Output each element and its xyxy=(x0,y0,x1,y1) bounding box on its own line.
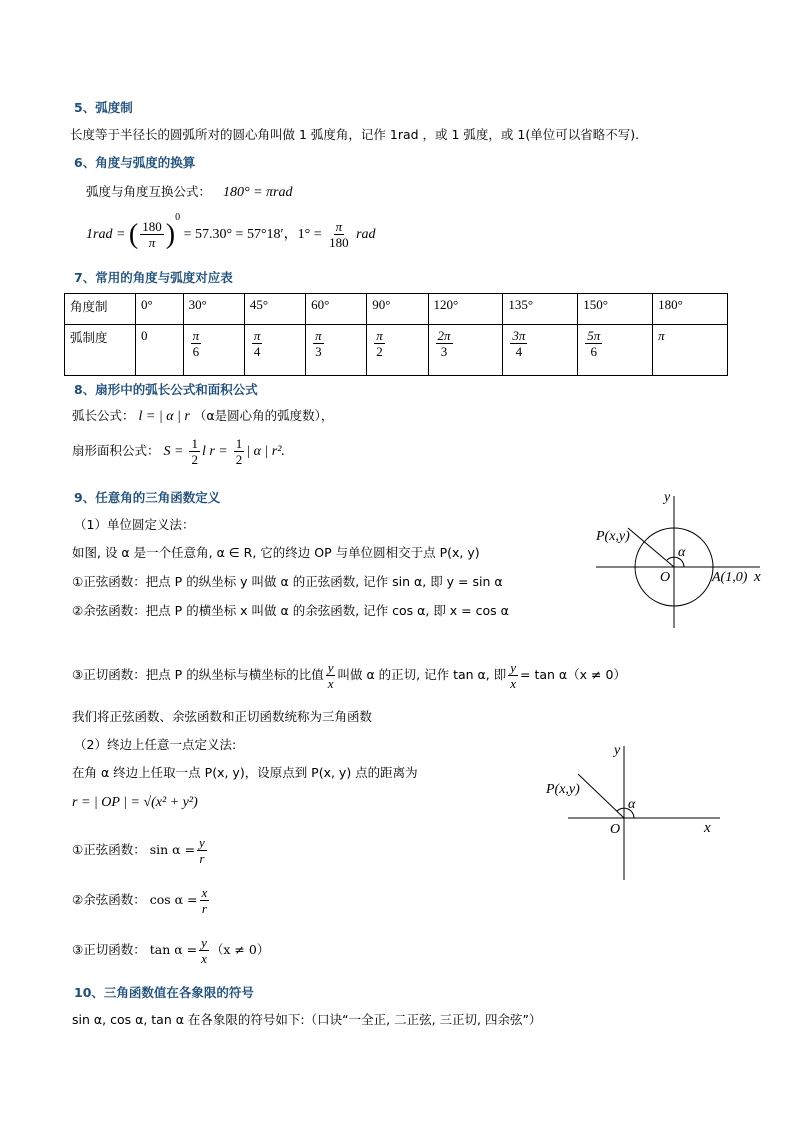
section-5-heading: 5、弧度制 xyxy=(74,100,133,115)
f2-fraction-2 xyxy=(327,219,351,250)
half-den-2: 2 xyxy=(235,452,243,467)
tan2-condition: （x ≠ 0） xyxy=(210,942,270,957)
table-cell: π xyxy=(653,325,728,376)
sub-heading-2: （2）终边上任意一点定义法: xyxy=(74,737,237,752)
table-cell-frac xyxy=(578,325,653,376)
rad-fraction xyxy=(252,328,263,359)
rad-fraction xyxy=(191,328,202,359)
alpha-label-2: α xyxy=(628,797,636,812)
area-s: S = xyxy=(163,444,184,459)
tan1-den-2: x xyxy=(510,676,517,691)
point-a-label: A(1,0) xyxy=(712,570,748,585)
rad-fraction xyxy=(374,328,385,359)
rad-den: 2 xyxy=(376,344,383,359)
section-7-heading: 7、常用的角度与弧度对应表 xyxy=(74,270,233,285)
f2-fraction xyxy=(140,219,164,250)
table-cell: 135° xyxy=(503,294,578,325)
origin-label: O xyxy=(660,570,671,585)
terminal-side-2 xyxy=(578,774,624,818)
cos2-label: ②余弦函数： xyxy=(72,892,146,907)
rad-num: 3π xyxy=(512,328,526,343)
cos2-num: x xyxy=(201,885,208,900)
tan1-a: ③正切函数：把点 P 的纵坐标与横坐标的比值 xyxy=(72,667,324,682)
sin2-num: y xyxy=(199,835,205,850)
sector-area-line xyxy=(72,436,285,467)
tan1-b: 叫做 α 的正切, 记作 tan α, 即 xyxy=(337,667,507,682)
conversion-label xyxy=(86,182,293,201)
point-p-label: P(x,y) xyxy=(596,529,630,544)
tan2-den: x xyxy=(201,951,207,966)
left-paren: ( xyxy=(128,218,139,250)
section-9-heading: 9、任意角的三角函数定义 xyxy=(74,490,221,505)
table-cell: 角度制 xyxy=(65,294,136,325)
section-10-heading: 10、三角函数值在各象限的符号 xyxy=(74,985,254,1000)
f2-denominator: π xyxy=(148,235,156,251)
terminal-point-intro: 在角 α 终边上任取一点 P(x, y)，设原点到 P(x, y) 点的距离为 xyxy=(72,765,418,780)
rad-num: 2π xyxy=(437,328,451,343)
section-8-heading: 8、扇形中的弧长公式和面积公式 xyxy=(74,382,258,397)
table-cell: 90° xyxy=(367,294,428,325)
arc-length-line xyxy=(72,406,333,425)
rad-den: 4 xyxy=(253,344,261,359)
section-5-text: 长度等于半径长的圆弧所对的圆心角叫做 1 弧度角，记作 1rad ，或 1 弧度，或 1(单位可以省略不写). xyxy=(70,127,640,142)
sine-def-2 xyxy=(72,835,209,866)
table-cell: 180° xyxy=(653,294,728,325)
origin-label-2: O xyxy=(610,822,621,837)
trig-summary: 我们将正弦函数、余弦函数和正切函数统称为三角函数 xyxy=(72,709,373,724)
half-num: 1 xyxy=(191,436,198,451)
table-cell: 60° xyxy=(306,294,367,325)
table-cell: 0° xyxy=(136,294,184,325)
angle-radian-table xyxy=(64,293,728,376)
tangent-def-2 xyxy=(72,935,269,966)
cosine-def-1: ②余弦函数：把点 P 的横坐标 x 叫做 α 的余弦函数, 记作 cos α, 即 x = cos α xyxy=(72,603,509,618)
point-p-label-2: P(x,y) xyxy=(546,782,580,797)
half-fraction-2 xyxy=(234,436,245,467)
f2-unit: rad xyxy=(356,227,376,242)
conversion-label-text: 弧度与角度互换公式： xyxy=(86,184,212,199)
rad-den: 6 xyxy=(590,344,597,359)
half-fraction xyxy=(189,436,200,467)
tan2-label: ③正切函数： xyxy=(72,942,146,957)
table-cell: 150° xyxy=(578,294,653,325)
x-axis-label-2: x xyxy=(704,820,711,836)
cos2-den: r xyxy=(201,901,207,916)
tan1-num-2: y xyxy=(510,660,517,675)
f2-numerator-2: π xyxy=(335,219,343,235)
conversion-formula-2 xyxy=(86,212,376,251)
rad-num: π xyxy=(253,328,261,343)
section-6-heading: 6、角度与弧度的换算 xyxy=(74,155,196,170)
rad-fraction xyxy=(436,328,453,359)
sin2-formula: sin α = xyxy=(149,842,196,857)
terminal-side xyxy=(628,528,674,567)
table-cell-frac xyxy=(306,325,367,376)
table-cell: 30° xyxy=(183,294,244,325)
sub-heading-1: （1）单位圆定义法： xyxy=(74,517,195,532)
cosine-def-2 xyxy=(72,885,211,916)
table-cell: 0 xyxy=(136,325,184,376)
r-formula: r = | OP | = √(x² + y²) xyxy=(72,795,198,810)
rad-num: π xyxy=(315,328,322,343)
rad-fraction xyxy=(510,328,527,359)
f2-lhs: 1rad = xyxy=(86,227,126,242)
area-end: | α | r². xyxy=(246,444,285,459)
tan1-fraction xyxy=(326,660,336,691)
tan2-fraction xyxy=(199,935,209,966)
tan1-den: x xyxy=(327,676,334,691)
y-axis-label: y xyxy=(664,490,671,505)
y-axis-label-2: y xyxy=(614,743,621,758)
conversion-formula-1: 180° = πrad xyxy=(223,185,293,200)
table-cell-frac xyxy=(183,325,244,376)
rad-den: 6 xyxy=(192,344,200,359)
f2-rest: = 57.30° = 57°18′，1° = xyxy=(183,227,322,242)
rad-fraction xyxy=(585,328,602,359)
x-axis-label: x xyxy=(754,569,761,585)
rad-den: 3 xyxy=(315,344,322,359)
table-row-radians xyxy=(65,325,728,376)
arc-length-note: （α是圆心角的弧度数）， xyxy=(193,408,334,423)
tan2-formula: tan α = xyxy=(149,942,198,957)
f2-exponent: 0 xyxy=(175,212,181,223)
f2-denominator-2: 180 xyxy=(329,235,349,251)
sine-def-1: ①正弦函数：把点 P 的纵坐标 y 叫做 α 的正弦函数, 记作 sin α, 即 y = sin α xyxy=(72,574,503,589)
rad-den: 3 xyxy=(440,344,448,359)
unit-circle-figure xyxy=(588,488,768,634)
table-cell-frac xyxy=(244,325,305,376)
tangent-def-1 xyxy=(72,660,626,691)
rad-num: π xyxy=(376,328,383,343)
cos2-formula: cos α = xyxy=(149,892,198,907)
sin2-label: ①正弦函数： xyxy=(72,842,146,857)
sin2-fraction xyxy=(197,835,207,866)
rad-den: 4 xyxy=(515,344,523,359)
half-den: 2 xyxy=(191,452,198,467)
tan2-num: y xyxy=(201,935,207,950)
rad-num: 5π xyxy=(587,328,601,343)
tan1-num: y xyxy=(327,660,334,675)
area-mid: l r = xyxy=(201,444,228,459)
table-cell-frac xyxy=(428,325,503,376)
sin2-den: r xyxy=(199,851,205,866)
arc-length-formula: l = | α | r xyxy=(138,409,190,424)
arc-length-label: 弧长公式： xyxy=(72,408,135,423)
half-num-2: 1 xyxy=(235,436,243,451)
rad-num: π xyxy=(192,328,200,343)
table-cell: 弧制度 xyxy=(65,325,136,376)
sector-area-label: 扇形面积公式： xyxy=(72,443,160,458)
table-cell-frac xyxy=(503,325,578,376)
table-row-degrees xyxy=(65,294,728,325)
alpha-label: α xyxy=(678,545,686,560)
table-cell-frac xyxy=(367,325,428,376)
table-cell: 120° xyxy=(428,294,503,325)
right-paren: ) xyxy=(165,218,176,250)
table-cell: 45° xyxy=(244,294,305,325)
terminal-point-figure xyxy=(540,740,730,885)
section-10-text: sin α, cos α, tan α 在各象限的符号如下:（口诀“一全正, 二正弦, 三正切, 四余弦”） xyxy=(72,1012,542,1027)
tan1-fraction-2 xyxy=(508,660,518,691)
rad-fraction xyxy=(313,328,324,359)
cos2-fraction xyxy=(200,885,210,916)
tan1-c: = tan α（x ≠ 0） xyxy=(520,667,626,682)
unit-circle-intro: 如图, 设 α 是一个任意角, α ∈ R, 它的终边 OP 与单位圆相交于点 P(x, y) xyxy=(72,545,480,560)
f2-numerator: 180 xyxy=(142,219,162,235)
